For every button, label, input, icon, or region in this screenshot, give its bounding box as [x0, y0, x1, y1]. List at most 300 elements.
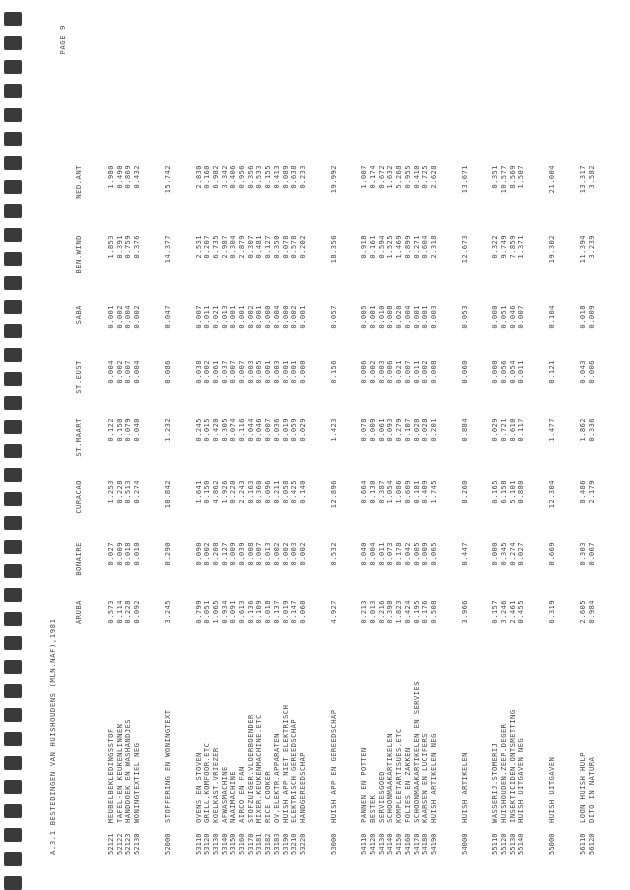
table-row — [228, 15, 237, 865]
cell-value: 10.577 — [499, 165, 508, 194]
cell-value: 0.004 — [368, 542, 377, 566]
cell-value: 2.318 — [428, 235, 438, 259]
cell-value: 0.040 — [359, 542, 369, 566]
cell-value: 0.089 — [280, 165, 290, 189]
cell-value: 0.065 — [428, 542, 438, 566]
cell-value: 0.051 — [499, 305, 508, 329]
cell-value: 0.001 — [263, 360, 273, 384]
cell-value: 0.001 — [237, 305, 246, 329]
cell-value: 0.274 — [507, 542, 517, 566]
cell-value: 2.461 — [507, 600, 517, 624]
cell-value: 0.004 — [271, 305, 281, 329]
cell-value: 1.926 — [219, 480, 229, 504]
cell-value: 0.019 — [280, 600, 290, 624]
cell-value: 0.009 — [420, 542, 430, 566]
cell-value: 0.004 — [132, 360, 142, 384]
cell-value: 2.531 — [193, 235, 203, 259]
cell-value: 0.201 — [428, 418, 438, 442]
binder-hole — [4, 420, 22, 434]
cell-value: 0.002 — [202, 542, 212, 566]
binder-hole — [4, 252, 22, 266]
table-title: A.3.1 BESTEDINGEN VAN HUISHOUDENS (MLN.NAF),1981 — [48, 618, 57, 855]
cell-value: 0.140 — [297, 480, 307, 504]
cell-value: 0.067 — [586, 542, 596, 566]
binder-hole — [4, 876, 22, 890]
cell-value: 0.000 — [297, 360, 307, 384]
cell-value: 0.029 — [490, 418, 500, 442]
table-row — [329, 15, 338, 865]
cell-value: 0.160 — [202, 165, 212, 189]
row-code: 54150 — [394, 833, 404, 855]
binder-hole — [4, 828, 22, 842]
cell-value: 0.003 — [245, 360, 255, 384]
cell-value: 0.336 — [586, 418, 596, 442]
cell-value: 0.091 — [228, 600, 238, 624]
cell-value: 1.371 — [516, 235, 526, 259]
cell-value: 0.005 — [411, 542, 421, 566]
cell-value: 0.116 — [237, 418, 246, 442]
cell-value: 1.232 — [162, 418, 172, 442]
row-code: 53130 — [210, 833, 220, 855]
cell-value: 5.101 — [507, 480, 517, 504]
row-code: 53182 — [263, 833, 273, 855]
cell-value: 1.525 — [385, 235, 395, 259]
row-label: AIRCO EN FAN — [237, 766, 246, 823]
row-label: WASSERIJ.STOMERIJ — [490, 742, 500, 823]
column-header-row — [74, 15, 86, 865]
cell-value: 0.018 — [577, 305, 587, 329]
cell-value: 0.000 — [280, 305, 290, 329]
cell-value: 1.253 — [106, 480, 115, 504]
column-header: ST.MAART — [74, 418, 83, 457]
cell-value: 0.130 — [368, 480, 377, 504]
table-row — [508, 15, 517, 865]
cell-value: 0.046 — [507, 305, 517, 329]
row-label: ELEKTRISCH GEREEDSCHAP — [289, 719, 299, 823]
cell-value: 0.013 — [219, 305, 229, 329]
cell-value: 12.673 — [459, 235, 469, 264]
cell-value: 0.220 — [228, 480, 238, 504]
cell-value: 0.010 — [376, 305, 386, 329]
row-label: HANDDOEK EN WASHANDJES — [123, 719, 133, 823]
cell-value: 4.927 — [328, 600, 338, 624]
cell-value: 0.096 — [263, 480, 273, 504]
cell-value: 0.001 — [289, 360, 299, 384]
cell-value: 0.759 — [123, 235, 133, 259]
table-row — [385, 15, 394, 865]
cell-value: 0.721 — [499, 418, 508, 442]
row-label: KAARSEN EN LUCIFERS — [420, 733, 430, 823]
cell-value: 0.360 — [254, 480, 264, 504]
cell-value: 1.423 — [328, 418, 338, 442]
cell-value: 0.955 — [402, 165, 412, 189]
cell-value: 0.009 — [228, 542, 238, 566]
cell-value: 0.432 — [132, 165, 142, 189]
row-label: SERVIESGOED — [376, 771, 386, 823]
row-code: 52121 — [106, 833, 115, 855]
cell-value: 0.216 — [376, 600, 386, 624]
table-row — [263, 15, 272, 865]
cell-value: 0.165 — [490, 480, 500, 504]
cell-value: 0.002 — [297, 542, 307, 566]
binder-hole — [4, 204, 22, 218]
row-label: OV.ELEKTR.APPARATEN — [271, 733, 281, 823]
row-label: KOELKAST.VRIEZER — [210, 747, 220, 823]
row-code: 55120 — [499, 833, 508, 855]
cell-value: 0.011 — [516, 360, 526, 384]
cell-value: 0.061 — [376, 418, 386, 442]
cell-value: 0.073 — [385, 542, 395, 566]
cell-value: 2.987 — [219, 235, 229, 259]
cell-value: 1.065 — [210, 600, 220, 624]
cell-value: 1.007 — [359, 165, 369, 189]
cell-value: 0.322 — [490, 235, 500, 259]
cell-value: 0.029 — [297, 418, 307, 442]
cell-value: 0.594 — [376, 235, 386, 259]
cell-value: 0.043 — [577, 360, 587, 384]
cell-value: 0.305 — [219, 418, 229, 442]
cell-value: 0.001 — [106, 305, 115, 329]
cell-value: 0.002 — [280, 542, 290, 566]
cell-value: 0.007 — [254, 542, 264, 566]
column-header: BEN.WIND — [74, 235, 83, 274]
cell-value: 0.664 — [359, 480, 369, 504]
cell-value: 8.260 — [459, 480, 469, 504]
cell-value: 0.040 — [132, 418, 142, 442]
cell-value: 0.211 — [271, 480, 281, 504]
binder-hole — [4, 228, 22, 242]
cell-value: 0.002 — [368, 360, 377, 384]
cell-value: 0.409 — [420, 480, 430, 504]
row-code: 52000 — [162, 833, 172, 855]
binder-hole — [4, 396, 22, 410]
cell-value: 0.114 — [114, 600, 124, 624]
page-number: PAGE 9 — [58, 25, 67, 55]
binder-hole — [4, 108, 22, 122]
cell-value: 4.862 — [210, 480, 220, 504]
cell-value: 0.009 — [586, 305, 596, 329]
row-label: PANNEN EN POTTEN — [359, 747, 369, 823]
cell-value: 0.060 — [297, 600, 307, 624]
cell-value: 0.007 — [516, 305, 526, 329]
cell-value: 0.009 — [368, 418, 377, 442]
cell-value: 0.000 — [490, 542, 500, 566]
cell-value: 0.007 — [123, 360, 133, 384]
row-code: 54000 — [459, 833, 469, 855]
cell-value: 1.469 — [394, 235, 404, 259]
cell-value: 0.000 — [263, 305, 273, 329]
cell-value: 0.356 — [245, 165, 255, 189]
cell-value: 3.582 — [586, 165, 596, 189]
row-code: 52122 — [114, 833, 124, 855]
table-row — [429, 15, 438, 865]
binder-hole — [4, 132, 22, 146]
row-label: AFWASMACHINE — [219, 766, 229, 823]
row-code: 54190 — [428, 833, 438, 855]
row-label: MEUBELBEKLEDINGSSTOF — [106, 728, 115, 823]
rotated-page — [40, 15, 630, 865]
cell-value: 0.020 — [394, 305, 404, 329]
cell-value: 0.984 — [586, 600, 596, 624]
cell-value: 0.018 — [263, 600, 273, 624]
cell-value: 2.243 — [237, 480, 246, 504]
row-code: 53000 — [328, 833, 338, 855]
cell-value: 0.000 — [490, 360, 500, 384]
binder-hole — [4, 372, 22, 386]
table-row — [163, 15, 172, 865]
cell-value: 12.304 — [547, 480, 557, 509]
cell-value: 0.001 — [420, 305, 430, 329]
table-row — [359, 15, 368, 865]
cell-value: 0.007 — [237, 360, 246, 384]
cell-value: 0.086 — [162, 360, 172, 384]
binder-hole — [4, 804, 22, 818]
cell-value: 0.799 — [193, 600, 203, 624]
table-row — [412, 15, 421, 865]
cell-value: 0.015 — [202, 418, 212, 442]
binder-hole — [4, 276, 22, 290]
binder-hole — [4, 444, 22, 458]
cell-value: 0.090 — [193, 542, 203, 566]
cell-value: 0.046 — [254, 418, 264, 442]
cell-value: 0.042 — [402, 542, 412, 566]
table-row — [460, 15, 469, 865]
cell-value: 0.156 — [328, 360, 338, 384]
cell-value: 21.004 — [547, 165, 557, 194]
row-code: 54180 — [420, 833, 430, 855]
row-label: FOLIES EN ZAKKEN — [402, 747, 412, 823]
cell-value: 0.122 — [106, 418, 115, 442]
binder-hole — [4, 60, 22, 74]
cell-value: 0.410 — [411, 165, 421, 189]
cell-value: 13.671 — [459, 165, 469, 194]
cell-value: 0.002 — [289, 305, 299, 329]
row-code: 53210 — [289, 833, 299, 855]
cell-value: 0.000 — [490, 305, 500, 329]
row-code: 54130 — [376, 833, 386, 855]
cell-value: 0.213 — [359, 600, 369, 624]
cell-value: 0.207 — [202, 235, 212, 259]
row-code: 56110 — [577, 833, 587, 855]
cell-value: 1.086 — [394, 480, 404, 504]
row-code: 54170 — [411, 833, 421, 855]
cell-value: 0.007 — [228, 360, 238, 384]
cell-value: 0.150 — [202, 480, 212, 504]
column-header: ARUBA — [74, 600, 83, 625]
cell-value: 0.303 — [577, 542, 587, 566]
cell-value: 0.228 — [114, 480, 124, 504]
row-label: RICE COOKER — [263, 771, 273, 823]
row-code: 53160 — [237, 833, 246, 855]
cell-value: 0.058 — [280, 480, 290, 504]
cell-value: 0.013 — [368, 600, 377, 624]
cell-value: 0.424 — [402, 600, 412, 624]
cell-value: 2.628 — [428, 165, 438, 189]
row-code: 55110 — [490, 833, 500, 855]
binder-hole — [4, 468, 22, 482]
table-row — [281, 15, 290, 865]
binder-hole — [4, 612, 22, 626]
cell-value: 19.302 — [547, 235, 557, 264]
cell-value: 0.006 — [385, 360, 395, 384]
cell-value: 1.477 — [547, 418, 557, 442]
cell-value: 0.009 — [114, 542, 124, 566]
cell-value: 0.884 — [459, 418, 469, 442]
cell-value: 2.179 — [586, 480, 596, 504]
cell-value: 10.842 — [162, 480, 172, 509]
row-code: 53183 — [271, 833, 281, 855]
cell-value: 0.880 — [516, 480, 526, 504]
cell-value: 0.002 — [114, 360, 124, 384]
row-label: INSEKTICIDEN.ONTSMETTING — [507, 709, 517, 823]
binder-hole — [4, 36, 22, 50]
cell-value: 0.376 — [132, 235, 142, 259]
row-code: 54140 — [385, 833, 395, 855]
cell-value: 0.245 — [193, 418, 203, 442]
cell-value: 1.745 — [428, 480, 438, 504]
cell-value: 0.010 — [132, 542, 142, 566]
column-header: NED.ANT — [74, 165, 83, 199]
cell-value: 0.019 — [280, 418, 290, 442]
cell-value: 0.604 — [420, 235, 430, 259]
table-row — [298, 15, 307, 865]
cell-value: 0.039 — [237, 542, 246, 566]
cell-value: 0.005 — [254, 360, 264, 384]
cell-value: 2.605 — [577, 600, 587, 624]
cell-value: 0.161 — [368, 235, 377, 259]
cell-value: 0.613 — [237, 600, 246, 624]
cell-value: 0.001 — [368, 305, 377, 329]
cell-value: 0.044 — [245, 418, 255, 442]
cell-value: 0.233 — [297, 165, 307, 189]
cell-value: 0.028 — [411, 418, 421, 442]
row-label: HUISH APP NIET ELEKTRISCH — [280, 704, 290, 823]
table-row — [246, 15, 255, 865]
cell-value: 0.057 — [328, 305, 338, 329]
cell-value: 0.047 — [162, 305, 172, 329]
binder-hole — [4, 84, 22, 98]
cell-value: 0.350 — [271, 235, 281, 259]
cell-value: 0.060 — [459, 360, 469, 384]
cell-value: 0.001 — [228, 305, 238, 329]
cell-value: 15.742 — [162, 165, 172, 194]
cell-value: 0.011 — [376, 542, 386, 566]
cell-value: 0.002 — [114, 305, 124, 329]
row-code: 54110 — [359, 833, 369, 855]
cell-value: 5.268 — [394, 165, 404, 189]
cell-value: 7.859 — [507, 235, 517, 259]
row-label: HUISH ARTIKELEN NEG — [428, 733, 438, 823]
cell-value: 0.136 — [245, 600, 255, 624]
cell-value: 0.003 — [428, 305, 438, 329]
table-row — [516, 15, 525, 865]
table-row — [420, 15, 429, 865]
table-row — [394, 15, 403, 865]
cell-value: 0.092 — [132, 600, 142, 624]
binder-hole — [4, 348, 22, 362]
binder-hole — [4, 12, 22, 26]
cell-value: 0.059 — [289, 418, 299, 442]
cell-value: 0.274 — [132, 480, 142, 504]
table-row — [490, 15, 499, 865]
cell-value: 1.823 — [394, 600, 404, 624]
binder-hole — [4, 300, 22, 314]
row-code: 52130 — [132, 833, 142, 855]
cell-value: 0.107 — [402, 418, 412, 442]
cell-value: 0.004 — [106, 360, 115, 384]
row-label: STOFZUIGER.VLOERBOENDER — [245, 714, 255, 823]
cell-value: 0.093 — [385, 418, 395, 442]
cell-value: 0.147 — [289, 600, 299, 624]
cell-value: 1.641 — [193, 480, 203, 504]
row-label: BESTEK — [368, 794, 377, 823]
table-row — [499, 15, 508, 865]
cell-value: 0.573 — [106, 600, 115, 624]
cell-value: 0.061 — [210, 360, 220, 384]
table-row — [587, 15, 596, 865]
binder-hole — [4, 588, 22, 602]
cell-value: 0.078 — [359, 418, 369, 442]
cell-value: 0.174 — [368, 165, 377, 189]
cell-value: 0.279 — [394, 418, 404, 442]
cell-value: 0.003 — [271, 360, 281, 384]
cell-value: 0.002 — [271, 542, 281, 566]
row-label: LOON HUISH HULP — [577, 752, 587, 823]
cell-value: 1.507 — [516, 165, 526, 189]
cell-value: 0.004 — [402, 305, 412, 329]
binder-holes — [0, 0, 30, 879]
row-label: HUISH UITGAVEN NEG — [516, 737, 526, 823]
row-label: GRILL.KOMFOOR.ETC — [202, 742, 212, 823]
table-row — [237, 15, 246, 865]
cell-value: 0.027 — [516, 542, 526, 566]
cell-value: 19.992 — [328, 165, 338, 194]
cell-value: 0.391 — [114, 235, 124, 259]
cell-value: 0.672 — [376, 165, 386, 189]
row-label: DITO IN NATURA — [586, 756, 596, 823]
cell-value: 0.005 — [359, 305, 369, 329]
row-label: HANDGEREEDSCHAP — [297, 752, 307, 823]
cell-value: 0.150 — [114, 418, 124, 442]
binder-hole — [4, 180, 22, 194]
table-row — [377, 15, 386, 865]
cell-value: 0.176 — [420, 600, 430, 624]
row-label: HUISH APP EN GEREEDSCHAP — [328, 709, 338, 823]
row-code: 53140 — [219, 833, 229, 855]
cell-value: 0.481 — [254, 235, 264, 259]
cell-value: 13.317 — [577, 165, 587, 194]
cell-value: 0.079 — [123, 418, 133, 442]
row-code: 54120 — [368, 833, 377, 855]
column-header: ST.EUST — [74, 360, 83, 394]
cell-value: 0.934 — [219, 600, 229, 624]
row-code: 53181 — [254, 833, 264, 855]
cell-value: 1.980 — [106, 165, 115, 189]
cell-value: 0.011 — [202, 305, 212, 329]
table-row — [194, 15, 203, 865]
cell-value: 0.109 — [254, 600, 264, 624]
binder-hole — [4, 636, 22, 650]
cell-value: 0.002 — [202, 360, 212, 384]
cell-value: 0.425 — [289, 480, 299, 504]
cell-value: 0.137 — [271, 600, 281, 624]
cell-value: 0.420 — [210, 418, 220, 442]
row-code: 53220 — [297, 833, 307, 855]
cell-value: 0.001 — [280, 360, 290, 384]
cell-value: 0.163 — [245, 480, 255, 504]
table-row — [547, 15, 556, 865]
cell-value: 3.342 — [219, 165, 229, 189]
